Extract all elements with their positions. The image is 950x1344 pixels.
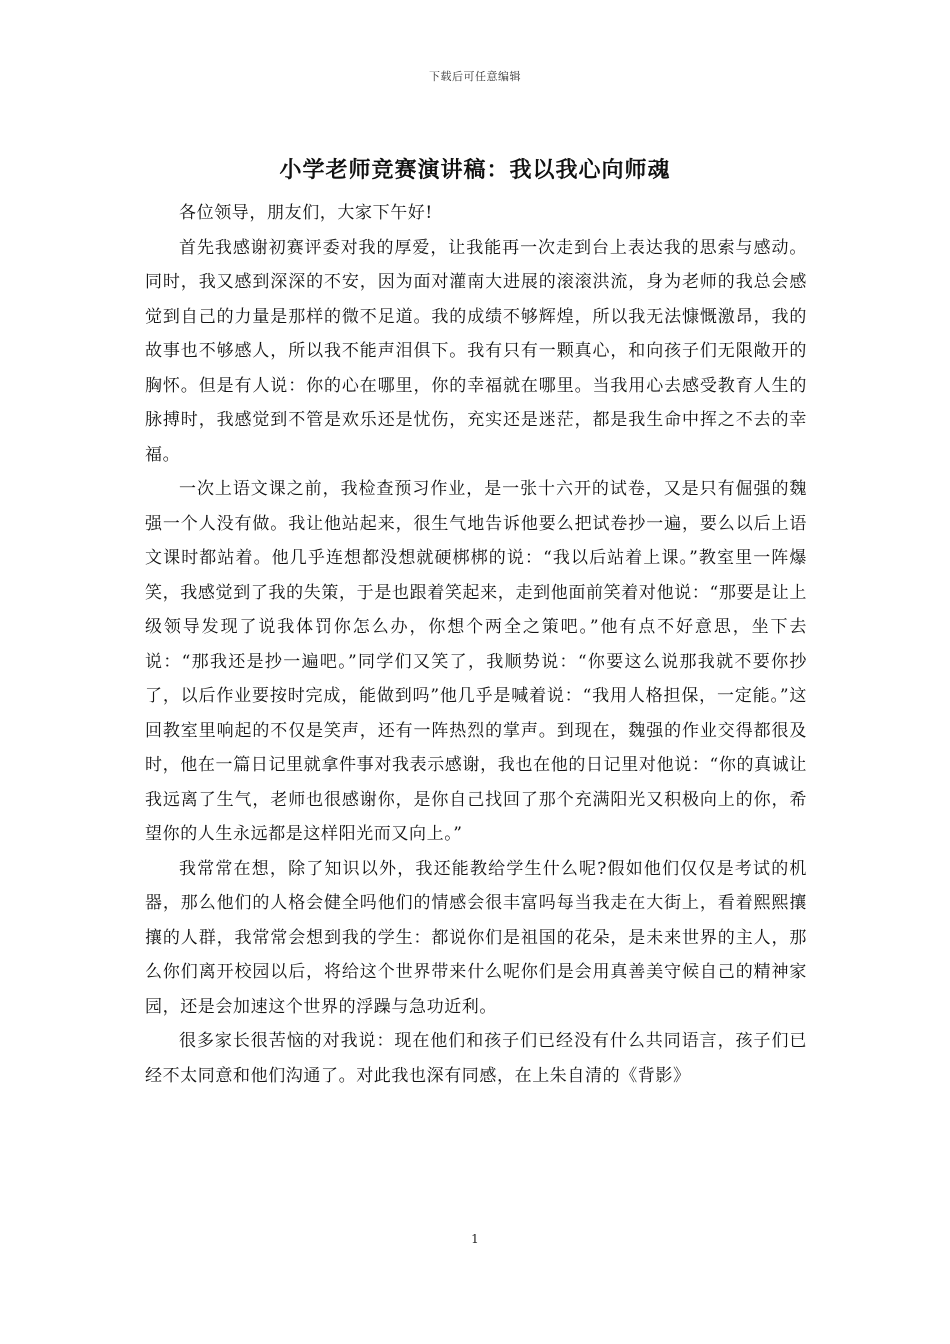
document-title: 小学老师竞赛演讲稿：我以我心向师魂 xyxy=(279,157,671,183)
paragraph: 我常常在想，除了知识以外，我还能教给学生什么呢?假如他们仅仅是考试的机器，那么他们的人格会健全吗他们的情感会很丰富吗每当我走在大街上，看着熙熙攘攘的人群，我常常会想到我的学生：都说你们是祖国的花朵，是未来世界的主人，那么你们离开校园以后，将给这个世界带来什么呢你们是会用真善美守候自己的精神家园，还是会加速这个世界的浮躁与急功近利。 xyxy=(145,858,807,1017)
page-number: 1 xyxy=(471,1232,479,1246)
paragraph: 首先我感谢初赛评委对我的厚爱，让我能再一次走到台上表达我的思索与感动。同时，我又感到深深的不安，因为面对灌南大进展的滚滚洪流，身为老师的我总会感觉到自己的力量是那样的微不足道。我的成绩不够辉煌，所以我无法慷慨激昂，我的故事也不够感人，所以我不能声泪俱下。我有只有一颗真心，和向孩子们无限敞开的胸怀。但是有人说：你的心在哪里，你的幸福就在哪里。当我用心去感受教育人生的脉搏时，我感觉到不管是欢乐还是忧伤，充实还是迷茫，都是我生命中挥之不去的幸福。 xyxy=(145,237,807,465)
document-body xyxy=(145,196,807,1093)
paragraph: 很多家长很苦恼的对我说：现在他们和孩子们已经没有什么共同语言，孩子们已经不太同意和他们沟通了。对此我也深有同感，在上朱自清的《背影》 xyxy=(145,1031,807,1086)
page-header: 下载后可任意编辑 xyxy=(429,70,521,83)
paragraph: 一次上语文课之前，我检查预习作业，是一张十六开的试卷，又是只有倔强的魏强一个人没有做。我让他站起来，很生气地告诉他要么把试卷抄一遍，要么以后上语文课时都站着。他几乎连想都没想就硬梆梆的说：“我以后站着上课。”教室里一阵爆笑，我感觉到了我的失策，于是也跟着笑起来，走到他面前笑着对他说：“那要是让上级领导发现了说我体罚你怎么办，你想个两全之策吧。”他有点不好意思，坐下去说：“那我还是抄一遍吧。”同学们又笑了，我顺势说：“你要这么说那我就不要你抄了，以后作业要按时完成，能做到吗”他几乎是喊着说：“我用人格担保，一定能。”这回教室里响起的不仅是笑声，还有一阵热烈的掌声。到现在，魏强的作业交得都很及时，他在一篇日记里就拿件事对我表示感谢，我也在他的日记里对他说：“你的真诚让我远离了生气，老师也很感谢你，是你自己找回了那个充满阳光又积极向上的你，希望你的人生永远都是这样阳光而又向上。” xyxy=(145,479,807,844)
paragraph-greeting: 各位领导，朋友们，大家下午好! xyxy=(179,203,433,223)
